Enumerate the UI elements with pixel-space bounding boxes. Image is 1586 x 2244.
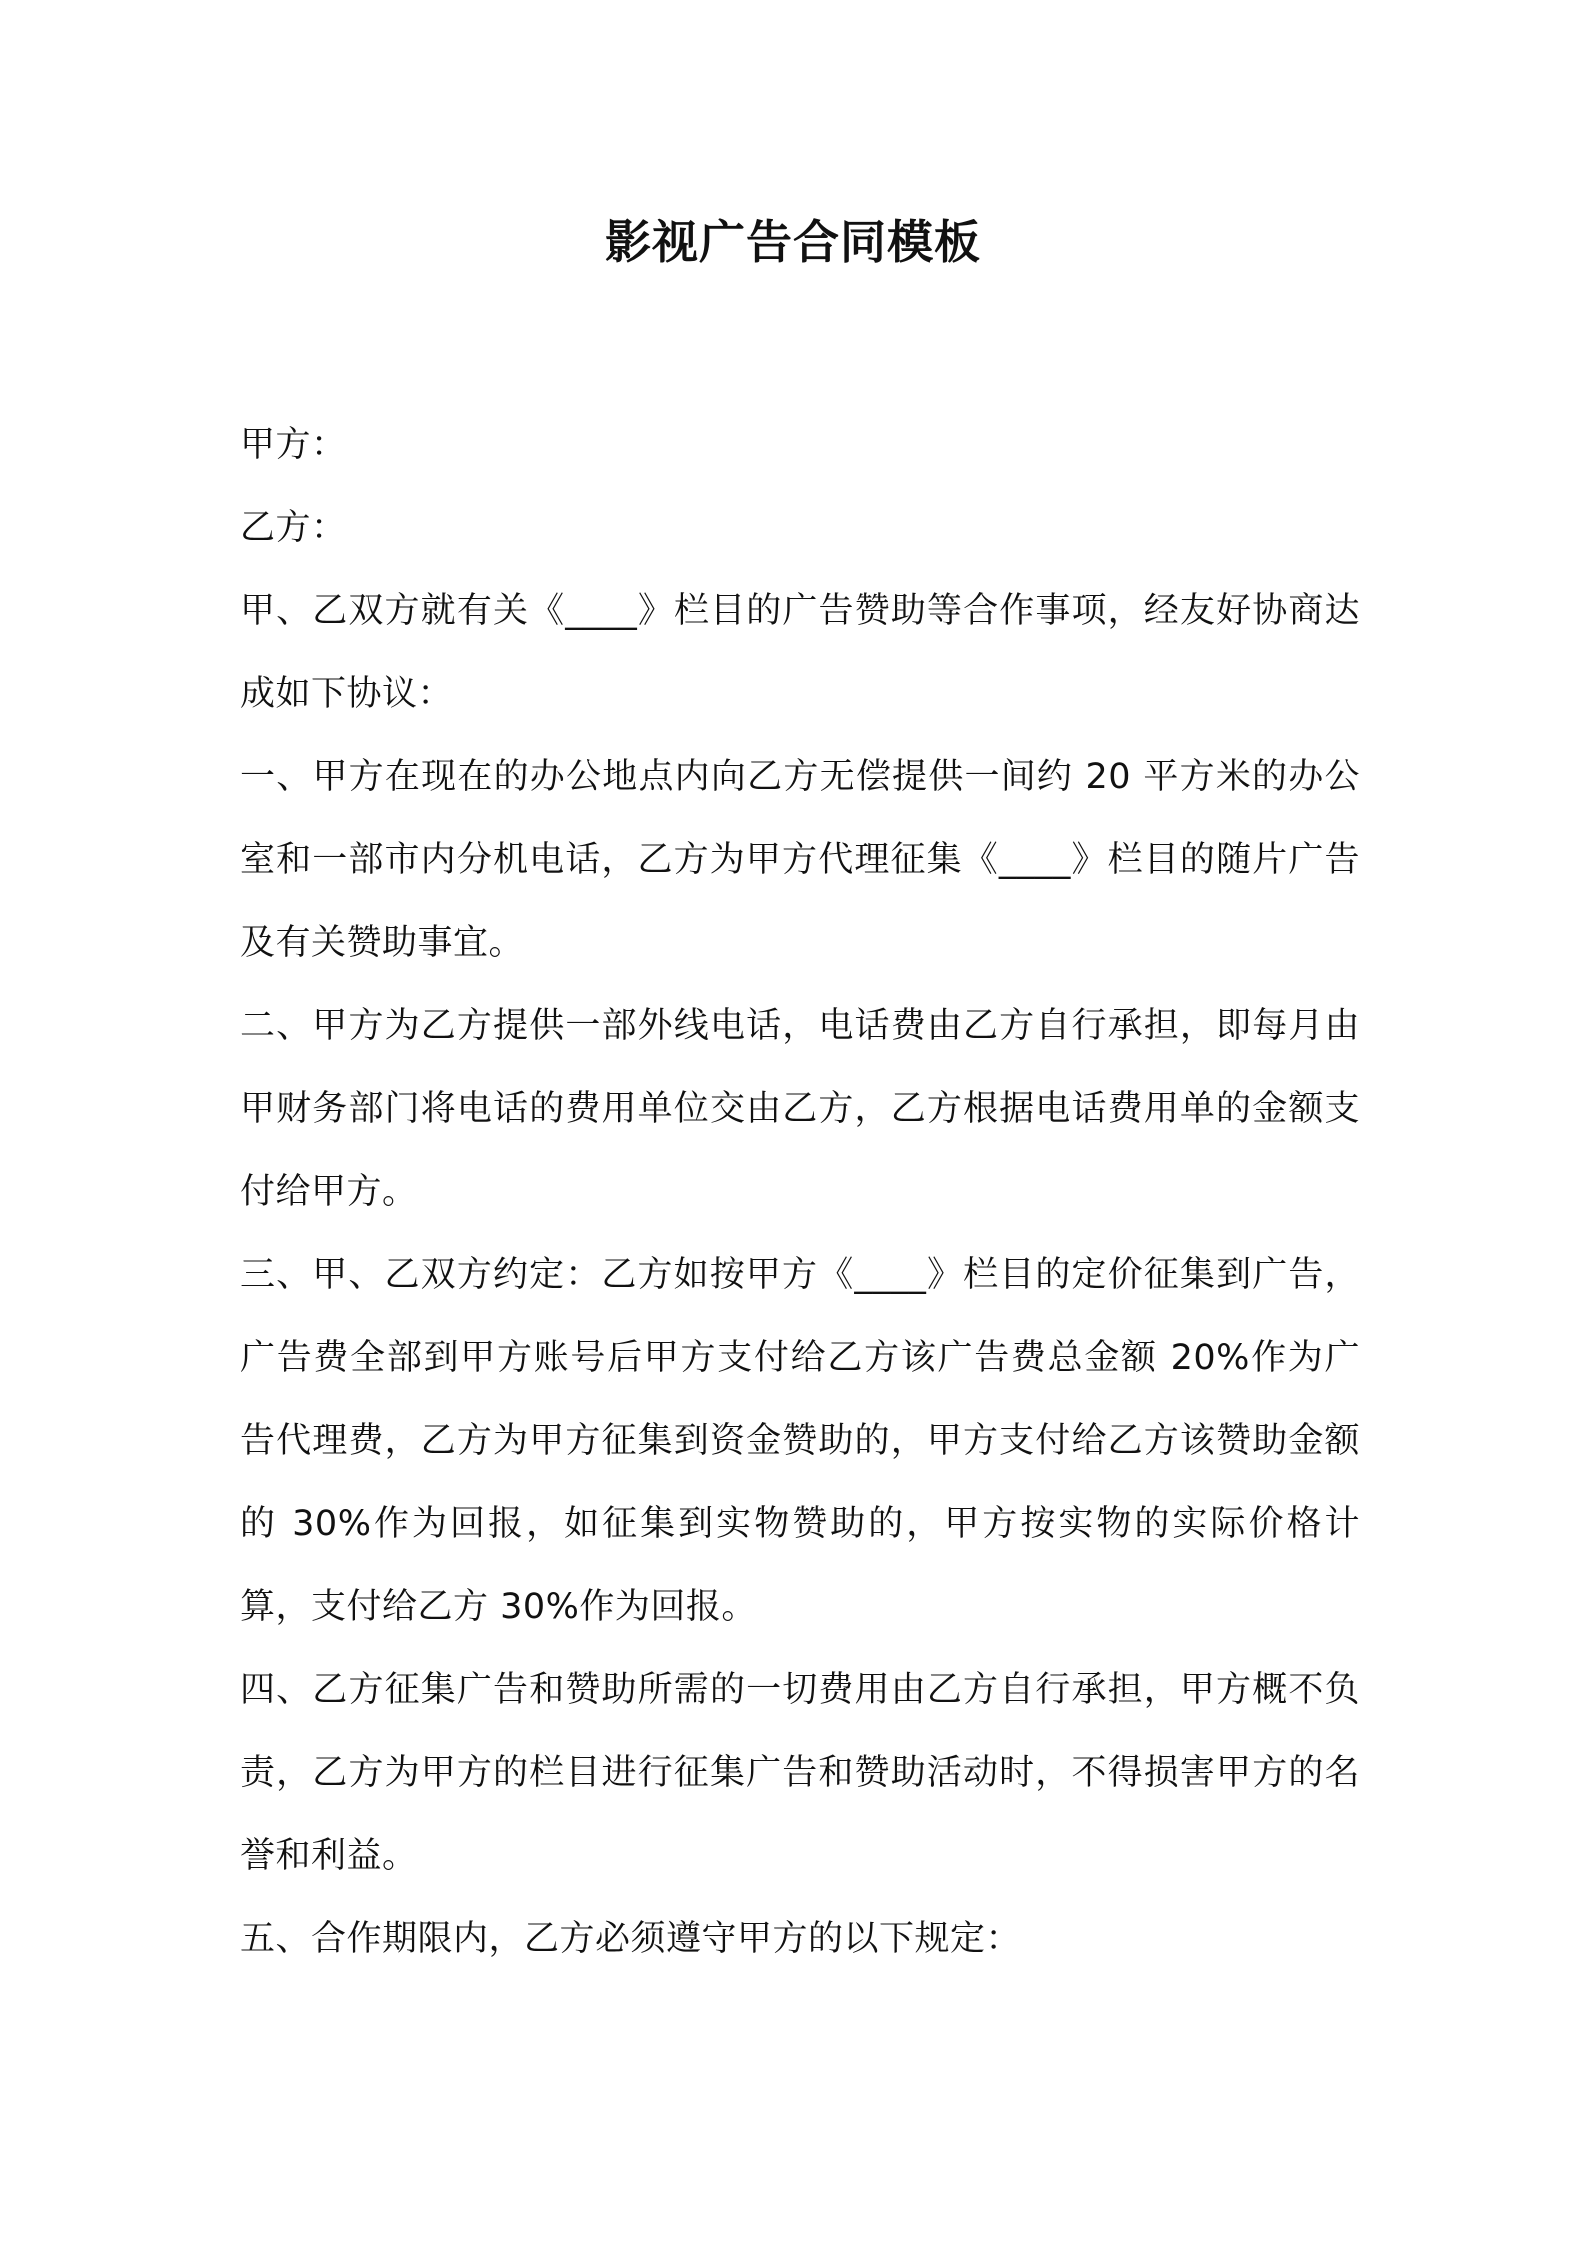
document-body xyxy=(240,404,1360,1981)
preamble-paragraph: 甲、乙双方就有关《____》栏目的广告赞助等合作事项，经友好协商达成如下协议： xyxy=(240,591,1360,714)
clause-2: 二、甲方为乙方提供一部外线电话，电话费由乙方自行承担，即每月由甲财务部门将电话的费用单位交由乙方，乙方根据电话费用单的金额支付给甲方。 xyxy=(240,1006,1360,1212)
party-b-line: 乙方： xyxy=(240,508,347,548)
clause-5: 五、合作期限内，乙方必须遵守甲方的以下规定： xyxy=(240,1919,1022,1959)
party-a-line: 甲方： xyxy=(240,425,347,465)
document-title: 影视广告合同模板 xyxy=(605,215,981,269)
clause-1: 一、甲方在现在的办公地点内向乙方无偿提供一间约 20 平方米的办公室和一部市内分机电话，乙方为甲方代理征集《____》栏目的随片广告及有关赞助事宜。 xyxy=(240,757,1360,963)
clause-3: 三、甲、乙双方约定：乙方如按甲方《____》栏目的定价征集到广告，广告费全部到甲方账号后甲方支付给乙方该广告费总金额 20%作为广告代理费，乙方为甲方征集到资金赞助的，甲方支付给乙方该赞助金额的 30%作为回报，如征集到实物赞助的，甲方按实物的实际价格计算，支付给乙方 30%作为回报。 xyxy=(240,1255,1360,1627)
clause-4: 四、乙方征集广告和赞助所需的一切费用由乙方自行承担，甲方概不负责，乙方为甲方的栏目进行征集广告和赞助活动时，不得损害甲方的名誉和利益。 xyxy=(240,1670,1360,1876)
